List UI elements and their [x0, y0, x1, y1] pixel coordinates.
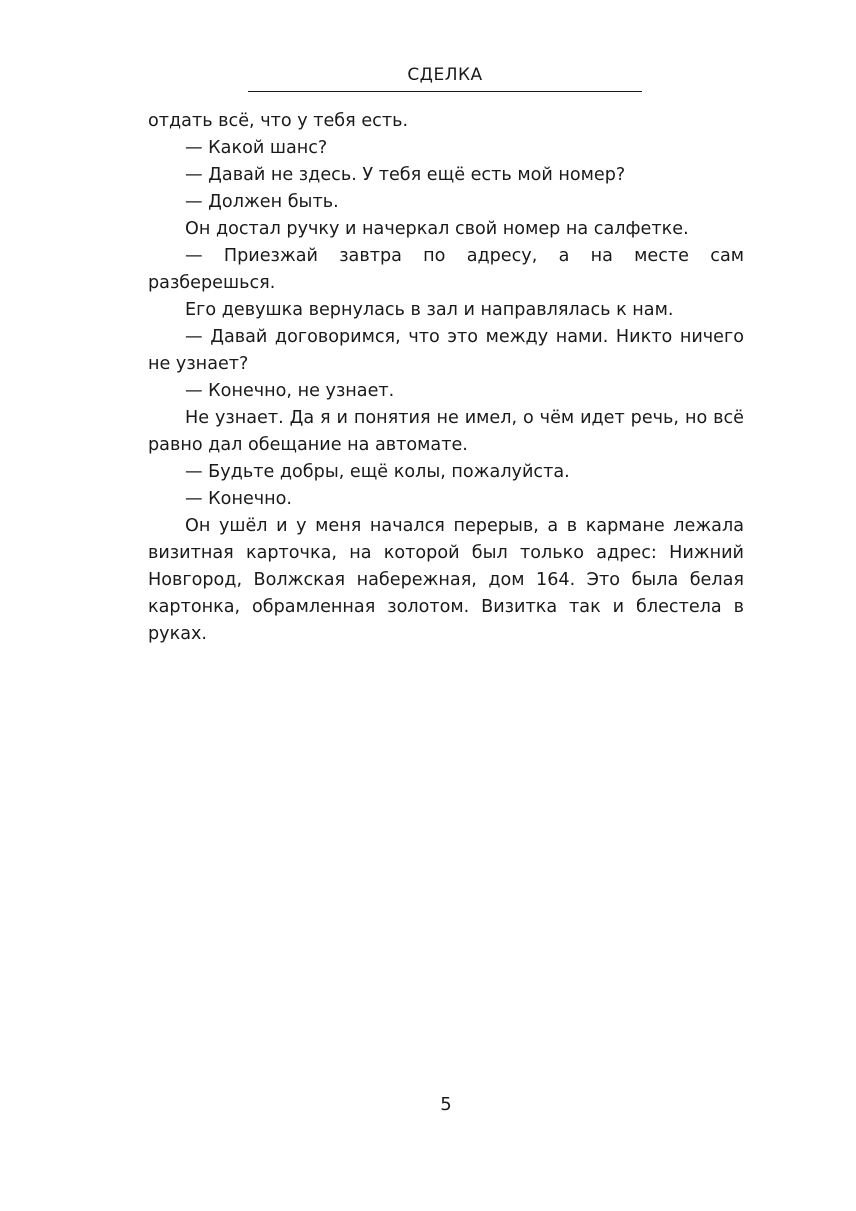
paragraph: Его девушка вернулась в зал и направлялась к нам. — [185, 300, 674, 320]
page-number: 5 — [440, 1094, 452, 1115]
paragraph: — Конечно, не узнает. — [185, 381, 395, 401]
paragraph: Он ушёл и у меня начался перерыв, а в кармане лежала визитная карточка, на которой был только адрес: Нижний Новгород, Волжская набережная, дом 164. Это была белая картонка, обрамленная золотом. Визитка так и блестела в руках. — [148, 516, 744, 644]
paragraph: Он достал ручку и начеркал свой номер на салфетке. — [185, 219, 689, 239]
paragraph: — Какой шанс? — [185, 138, 328, 158]
paragraph: — Приезжай завтра по адресу, а на месте сам разберешься. — [148, 246, 744, 293]
text-body — [148, 108, 744, 648]
paragraph: отдать всё, что у тебя есть. — [148, 111, 409, 131]
paragraph: — Давай договоримся, что это между нами. Никто ничего не узнает? — [148, 327, 744, 374]
paragraph: — Должен быть. — [185, 192, 339, 212]
paragraph: — Конечно. — [185, 489, 293, 509]
paragraph: — Давай не здесь. У тебя ещё есть мой номер? — [185, 165, 626, 185]
header-divider — [248, 91, 642, 92]
paragraph: Не узнает. Да я и понятия не имел, о чём идет речь, но всё равно дал обещание на автомате. — [148, 408, 744, 455]
paragraph: — Будьте добры, ещё колы, пожалуйста. — [185, 462, 570, 482]
running-header-title: СДЕЛКА — [407, 65, 483, 85]
